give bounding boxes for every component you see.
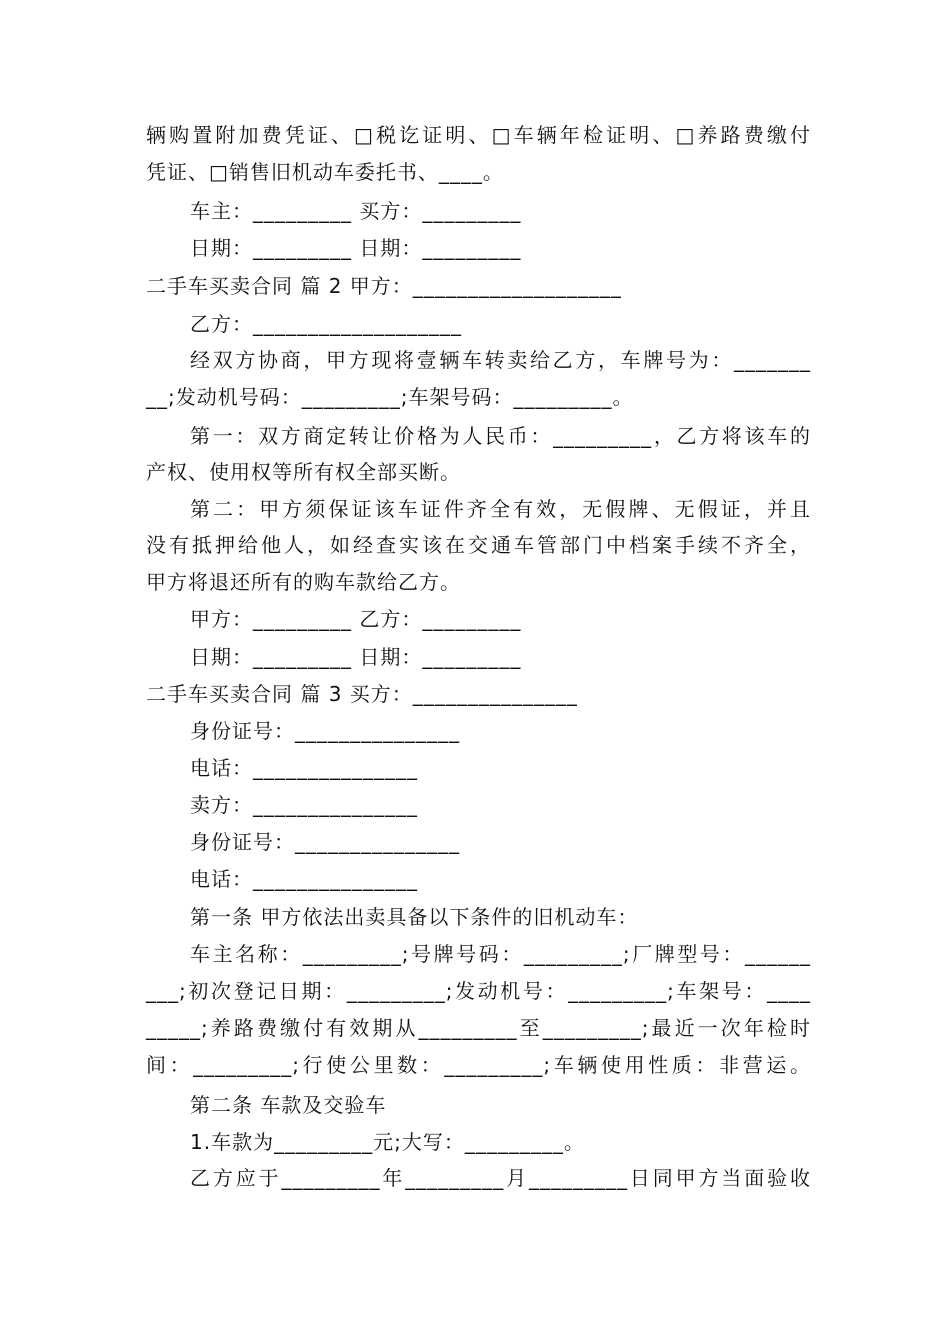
text-line: 1.车款为_________元;大写：_________。 [190, 1130, 585, 1154]
date-line: 日期：_________ 日期：_________ [190, 236, 522, 260]
text-line: 辆购置附加费凭证、□税讫证明、□车辆年检证明、□养路费缴付 [146, 123, 811, 147]
text-line: __;发动机号码：_________;车架号码：_________。 [146, 385, 634, 409]
text-line: ___;初次登记日期：_________;发动机号：_________;车架号：____ [146, 979, 811, 1003]
text-line: 凭证、□销售旧机动车委托书、____。 [146, 160, 504, 184]
text-line: 第二：甲方须保证该车证件齐全有效，无假牌、无假证，并且 [190, 497, 811, 521]
text-line: 没有抵押给他人，如经查实该在交通车管部门中档案手续不齐全， [146, 533, 811, 557]
party-line: 乙方：___________________ [190, 312, 462, 336]
text-line: _____;养路费缴付有效期从_________至_________;最近一次年检时 [146, 1016, 811, 1040]
text-line: 乙方应于_________年_________月_________日同甲方当面验收 [190, 1166, 811, 1190]
signature-line: 甲方：_________ 乙方：_________ [190, 607, 522, 631]
party-line: 身份证号：_______________ [190, 830, 460, 854]
text-line: 经双方协商，甲方现将壹辆车转卖给乙方，车牌号为：_______ [190, 348, 811, 372]
party-line: 身份证号：_______________ [190, 719, 460, 743]
clause-heading: 第二条 车款及交验车 [190, 1093, 387, 1117]
text-line: 第一：双方商定转让价格为人民币：_________，乙方将该车的 [190, 424, 811, 448]
signature-line: 车主：_________ 买方：_________ [190, 199, 522, 223]
text-line: 甲方将退还所有的购车款给乙方。 [146, 570, 461, 594]
text-line: 产权、使用权等所有权全部买断。 [146, 460, 461, 484]
clause-heading: 第一条 甲方依法出卖具备以下条件的旧机动车： [190, 905, 639, 929]
section-heading: 二手车买卖合同 篇 2 甲方：___________________ [146, 274, 622, 298]
section-heading: 二手车买卖合同 篇 3 买方：_______________ [146, 682, 578, 706]
date-line: 日期：_________ 日期：_________ [190, 645, 522, 669]
party-line: 电话：_______________ [190, 867, 418, 891]
text-line: 车主名称：_________;号牌号码：_________;厂牌型号：______ [190, 942, 811, 966]
text-line: 间：_________;行使公里数：_________;车辆使用性质：非营运。 [146, 1053, 811, 1077]
party-line: 电话：_______________ [190, 756, 418, 780]
party-line: 卖方：_______________ [190, 793, 418, 817]
